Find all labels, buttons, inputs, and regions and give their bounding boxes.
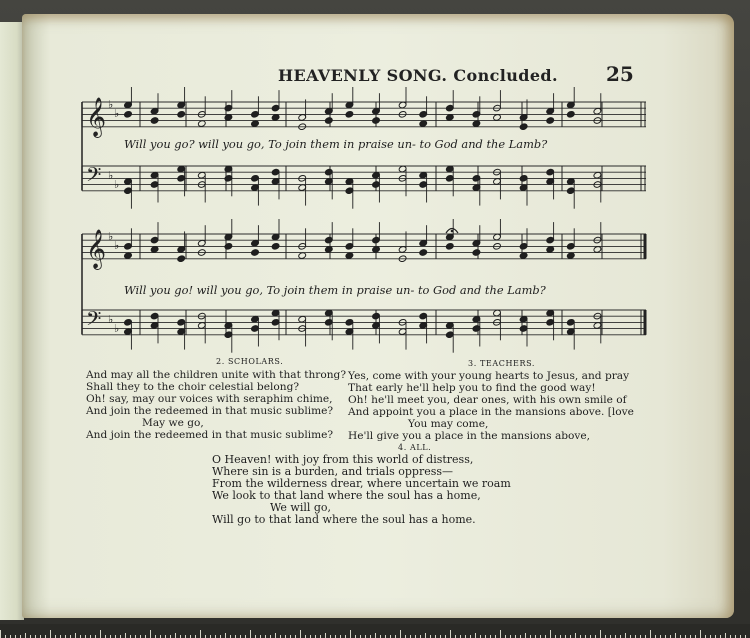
verse3-line1: Yes, come with your young hearts to Jesus, and pray bbox=[348, 370, 630, 382]
verse3-last-line: He'll give you a place in the mansions above, bbox=[348, 430, 591, 442]
flat-sign: ♭ bbox=[114, 322, 120, 335]
note-head bbox=[324, 117, 333, 125]
verse4-line3: From the wilderness drear, where uncertain we roam bbox=[212, 477, 511, 490]
note-head bbox=[519, 123, 528, 131]
flat-sign: ♭ bbox=[114, 239, 120, 252]
page-title: HEAVENLY SONG. Concluded. bbox=[278, 66, 558, 85]
verse4-line4: We look to that land where the soul has a home, bbox=[212, 489, 481, 502]
verse2-last-line: And join the redeemed in that music sublime? bbox=[86, 429, 334, 441]
verse2-line4: And join the redeemed in that music sublime? bbox=[86, 405, 334, 417]
note-head bbox=[177, 255, 186, 263]
note-head bbox=[472, 249, 481, 257]
fermata-dot bbox=[451, 230, 454, 233]
flat-sign: ♭ bbox=[114, 107, 120, 120]
flat-sign: ♭ bbox=[108, 313, 114, 326]
verse2-refrain: May we go, bbox=[142, 417, 204, 429]
note-head bbox=[271, 243, 280, 251]
verse4-heading: 4. ALL. bbox=[398, 443, 432, 452]
note-head bbox=[224, 243, 233, 251]
bass-clef: 𝄢 bbox=[86, 163, 102, 191]
note-head bbox=[566, 111, 575, 119]
treble-clef: 𝄞 bbox=[86, 97, 107, 137]
flat-sign: ♭ bbox=[108, 230, 114, 243]
system1-lyrics: Will you go? will you go, To join them in praise un- to God and the Lamb? bbox=[124, 137, 548, 151]
page-number: 25 bbox=[606, 62, 634, 86]
note-head bbox=[445, 243, 454, 251]
note-head bbox=[251, 249, 260, 257]
note-head bbox=[150, 117, 159, 125]
note-head bbox=[372, 117, 381, 125]
flat-sign: ♭ bbox=[108, 169, 114, 182]
note-head bbox=[177, 111, 186, 119]
verse4-refrain: We will go, bbox=[270, 501, 332, 514]
verse2-heading: 2. SCHOLARS. bbox=[216, 357, 284, 366]
note-head bbox=[124, 111, 133, 119]
verse3-line2: That early he'll help you to find the good way! bbox=[348, 382, 596, 394]
flat-sign: ♭ bbox=[114, 178, 120, 191]
verse3-refrain: You may come, bbox=[408, 418, 489, 430]
treble-clef: 𝄞 bbox=[86, 229, 107, 269]
note-head bbox=[419, 249, 428, 257]
verse3-line4: And appoint you a place in the mansions above. [love bbox=[348, 406, 634, 418]
verse4-line2: Where sin is a burden, and trials oppress— bbox=[212, 465, 453, 478]
verse3-heading: 3. TEACHERS. bbox=[468, 359, 536, 368]
system2-lyrics: Will you go! will you go, To join them in praise un- to God and the Lamb? bbox=[124, 283, 546, 297]
note-head bbox=[345, 111, 354, 119]
verse3-line3: Oh! he'll meet you, dear ones, with his own smile of bbox=[348, 394, 627, 406]
bass-clef: 𝄢 bbox=[86, 307, 102, 335]
verse2-line2: Shall they to the choir celestial belong? bbox=[86, 381, 300, 393]
verse4-last-line: Will go to that land where the soul has a home. bbox=[212, 513, 476, 526]
verse2-line1: And may all the children unite with that throng? bbox=[86, 369, 347, 381]
verse2-line3: Oh! say, may our voices with seraphim chime, bbox=[86, 393, 333, 405]
note-head bbox=[546, 117, 555, 125]
verse4-line1: O Heaven! with joy from this world of distress, bbox=[212, 453, 474, 466]
flat-sign: ♭ bbox=[108, 98, 114, 111]
